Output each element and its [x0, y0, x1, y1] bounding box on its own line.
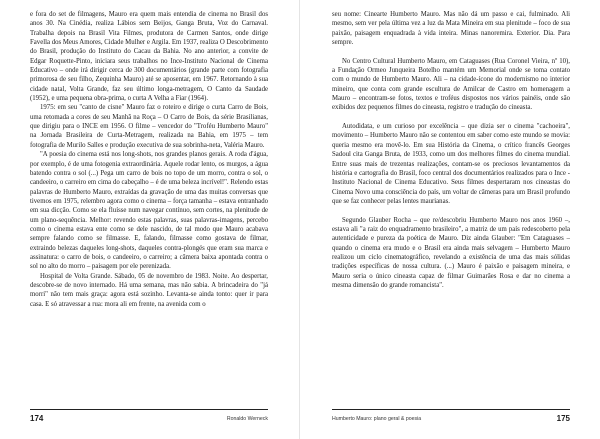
left-page-number: 174	[30, 414, 44, 423]
left-running-footer: Ronaldo Werneck	[226, 416, 268, 422]
right-text-column	[332, 10, 570, 402]
left-paragraph-1: e fora do set de filmagens, Mauro era quem mais entendia de cinema no Brasil dos anos 30. Na Cinédia, realiza Lábios sem Beijos, Ganga Bruta, Voz do Carnaval. Trabalha depois na Brasil Vita Filmes, produtora de Carmen Santos, onde dirige Favella dos Meus Amores, Cidade Mulher e Argila. Em 1937, realiza O Descobrimento do Brasil, produção do Instituto do Cacau da Bahia. No ano anterior, a convite de Edgar Roquette-Pinto, iniciara seus trabalhos no Ince-Instituto Nacional de Cinema Educativo – onde irá dirigir cerca de 300 documentários (grande parte com fotografia primorosa de seu filho, Zequinha Mauro) até se aposentar, em 1967. Retornando à sua cidade natal, Volta Grande, faz seu último longa-metragem, O Canto da Saudade (1952), e uma pequena obra-prima, o curta A Velha a Fiar (1964).	[30, 11, 268, 103]
left-paragraph-4: Hospital de Volta Grande. Sábado, 05 de novembro de 1983. Noite. Ao despertar, descobre-se de novo internado. Há uma semana, mas não sabia. A brincadeira do "já morri" não tem mais graça: agora está sozinho. Levanta-se ainda tonto: quer ir para casa. E só atravessar a rua: mora ali em frente, na avenida com o	[30, 272, 268, 308]
right-footer-rule	[332, 409, 570, 410]
right-page-number: 175	[556, 414, 570, 423]
right-running-footer: Humberto Mauro: plano geral & poesia	[332, 416, 422, 422]
left-text-column	[30, 10, 268, 402]
right-footer	[332, 414, 570, 426]
left-footer	[30, 414, 268, 426]
right-paragraph-2: No Centro Cultural Humberto Mauro, em Cataguases (Rua Coronel Vieira, nº 10), a Fundação Ormeo Junqueira Botelho mantém um Memorial onde se toma contato com o mundo de Humberto Mauro. Ali – na cidade-ícone do modernismo no interior mineiro, que conta com grande escultura de Amilcar de Castro em homenagem a Mauro – encontram-se fotos, textos e troféus dispostos nos vários painéis, onde são exibidos dez pequenos filmes do cineasta, registro e tradução do cineasta.	[332, 57, 570, 112]
right-paragraph-3: Autodidata, e um curioso por excelência – que dizia ser o cinema "cachoeira", movimento – Humberto Mauro não se contentou em saber como este mundo se movia: queria mesmo era movê-lo. Em sua História da Cinema, o crítico francês Georges Sadoul cita Ganga Bruta, de 1933, como um dos melhores filmes do cinema mundial. Entre suas mais de trezentas realizações, contam-se os preciosos levantamentos da história e cartografia do Brasil, foco central dos documentários realizados para o Ince -Instituto Nacional de Cinema Educativo. Seus filmes despertaram nos cineastas do Cinema Novo uma consciência do país, um voltar de câmeras para um Brasil profundo que se faz conhecer pelas lentes maurianas.	[332, 123, 570, 205]
left-footer-rule	[30, 409, 268, 410]
right-paragraph-4: Segundo Glauber Rocha – que re/descobriu Humberto Mauro nos anos 1960 –, estava ali "a raiz do enquadramento brasileiro", a matriz de um país redescoberto pela autenticidade e pureza da poética de Mauro. Diz ainda Glauber: "Em Cataguases – quando o cinema era mudo e o Brasil era ainda mais selvagem – Humberto Mauro realizou um ciclo cinematográfico, revelando a existência de uma das mais sólidas tradições específicas de nossa cultura. (...) Mauro é paixão e paisagem mineira, e Mauro seria o único cineasta capaz de filmar Guimarães Rosa e dar no cinema a mesma dimensão do grande romancista".	[332, 216, 570, 289]
left-paragraph-2: 1975: em seu "canto de cisne" Mauro faz o roteiro e dirige o curta Carro de Bois, uma retomada a cores de seu Manhã na Roça – O Carro de Bois, da série Brasilianas, que dirigiu para o INCE em 1956. O filme – vencedor do "Troféu Humberto Mauro" na Jornada Brasileira de Curta-Metragem, realizada na Bahia, em 1975 – tem fotografia de Murilo Salles e produção executiva de sua sobrinha-neta, Valéria Mauro.	[30, 104, 268, 149]
right-page	[300, 0, 600, 439]
left-paragraph-3: "A poesia do cinema está nos long-shots, nos grandes planos gerais. A roda d'água, por exemplo, é de uma fotogenia extraordinária. Aquele rodar lento, os murgos, a água batendo contra o sol (...) Pega um carro de bois no topo de um morro, contra o sol, o candeeiro, o carreiro em cima do cabeçalho – é de uma beleza incrível!". Relendo estas palavras de Humberto Mauro, extraídas da gravação de uma das muitas conversas que tivemos em 1975, relembro agora como o cinema – força tamanha – estava entranhado em sua dicção. Como se ela fluísse num navegar contínuo, sem cortes, na plenitude de um plano-sequência. Melhor: revendo estas palavras, suas palavras-imagens, percebo como o cinema estava ente como se dele nascido, de tal modo que Mauro acabava sempre falando como se filmasse. E, falando, filmasse como gostava de filmar, extraindo belezas daqueles long-shots, daqueles contra-plongés que eram sua marca e assinatura: o carro de bois, o candeeiro, o carreiro; a câmera baixa apontada contra o sol no alto do morro – paisagem por ele perenizada.	[30, 151, 268, 271]
right-paragraph-1: seu nome: Cinearte Humberto Mauro. Mas não dá um passo e cai, fulminado. Ali mesmo, sem ver pela última vez a luz da Mata Mineira em sua plenitude – foco de sua paixão, paisagem enquadrada à vida inteira. Minas nanoremira. Exterior. Dia. Para sempre.	[332, 11, 570, 47]
